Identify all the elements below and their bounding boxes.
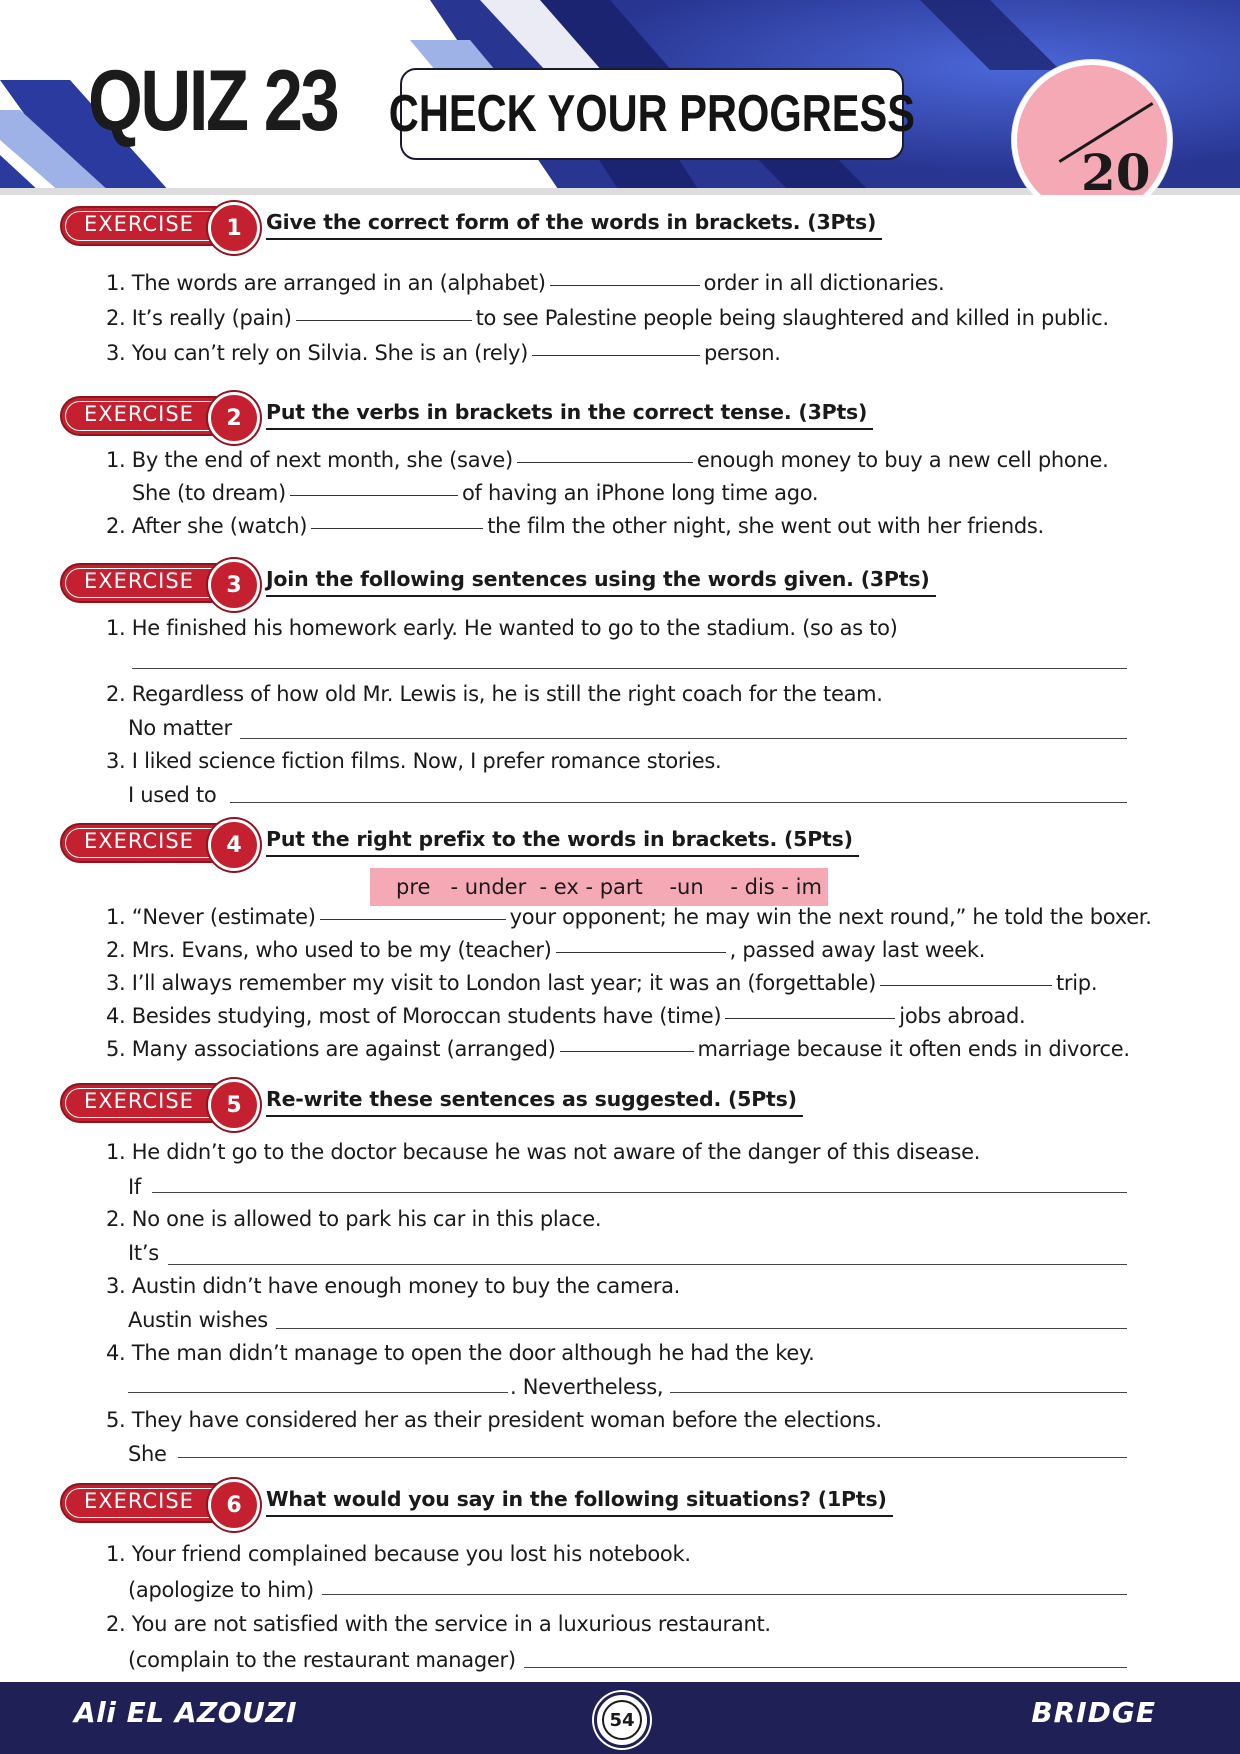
answer-blank[interactable] <box>560 1051 694 1052</box>
answer-blank[interactable] <box>725 1018 895 1019</box>
question-text: She (to dream) <box>132 481 286 505</box>
question-text: 1. He didn’t go to the doctor because he was not aware of the danger of this disease. <box>106 1140 981 1164</box>
ex5-question-2-prompt <box>128 1240 159 1266</box>
answer-prompt: (complain to the restaurant manager) <box>128 1648 516 1672</box>
author-name: Ali EL AZOUZI <box>74 1696 298 1729</box>
exercise-number: 2 <box>208 392 260 444</box>
question-text: 2. Mrs. Evans, who used to be my (teacher) <box>106 938 552 962</box>
ex6-question-1-prompt <box>128 1577 314 1603</box>
ex5-question-1 <box>106 1139 980 1165</box>
exercise-5-header <box>60 1081 1160 1125</box>
question-text: 5. Many associations are against (arranged) <box>106 1037 556 1061</box>
ex6-question-1 <box>106 1541 691 1567</box>
answer-blank[interactable] <box>290 495 458 496</box>
ex3-question-3 <box>106 748 721 774</box>
exercise-4-header <box>60 821 1160 865</box>
ex1-question-2 <box>106 305 1109 331</box>
question-text: 2. It’s really (pain) <box>106 306 292 330</box>
exercise-2-header <box>60 394 1160 438</box>
exercise-3-header <box>60 561 1160 605</box>
exercise-3-instruction: Join the following sentences using the words given. (3Pts) <box>266 567 936 597</box>
ex4-question-4 <box>106 1003 1025 1029</box>
page-header <box>0 0 1240 195</box>
answer-prompt: (apologize to him) <box>128 1578 314 1602</box>
ex5-question-4 <box>106 1340 814 1366</box>
question-text: 3. I liked science fiction films. Now, I prefer romance stories. <box>106 749 722 773</box>
answer-prompt: Austin wishes <box>128 1308 268 1332</box>
exercise-number: 4 <box>208 819 260 871</box>
ex3-question-1 <box>106 615 898 641</box>
exercise-label: EXERCISE <box>84 402 194 426</box>
answer-prompt: She <box>128 1442 167 1466</box>
exercise-6-instruction: What would you say in the following situations? (1Pts) <box>266 1487 893 1517</box>
ex2-question-1-continued <box>132 480 818 506</box>
answer-blank[interactable] <box>556 952 726 953</box>
ex4-question-2 <box>106 937 985 963</box>
exercise-label: EXERCISE <box>84 569 194 593</box>
ex5-question-1-prompt <box>128 1174 141 1200</box>
ex4-question-3 <box>106 970 1097 996</box>
question-text: 1. “Never (estimate) <box>106 905 316 929</box>
exercise-6-header <box>60 1481 1160 1525</box>
answer-line[interactable] <box>524 1667 1127 1668</box>
ex4-question-1 <box>106 904 1152 930</box>
banner-title: CHECK YOUR PROGRESS <box>388 85 916 143</box>
question-text: 2. No one is allowed to park his car in this place. <box>106 1207 602 1231</box>
answer-line[interactable] <box>322 1594 1127 1595</box>
ex5-question-3 <box>106 1273 680 1299</box>
brand-name: BRIDGE <box>1031 1696 1156 1729</box>
prefix-word-bank: pre - under - ex - part -un - dis - im <box>370 868 828 906</box>
ex2-question-1 <box>106 447 1108 473</box>
answer-line[interactable] <box>240 738 1127 739</box>
question-text: marriage because it often ends in divorce. <box>697 1037 1130 1061</box>
answer-prompt: I used to <box>128 783 217 807</box>
ex4-question-5 <box>106 1036 1130 1062</box>
ex5-question-5-prompt <box>128 1441 167 1467</box>
ex3-question-2 <box>106 681 883 707</box>
answer-blank[interactable] <box>311 528 483 529</box>
question-text: the film the other night, she went out with her friends. <box>487 514 1044 538</box>
answer-blank[interactable] <box>296 320 472 321</box>
page-number: 54 <box>602 1700 642 1740</box>
exercise-number: 3 <box>208 559 260 611</box>
exercise-label: EXERCISE <box>84 1089 194 1113</box>
question-text: 1. By the end of next month, she (save) <box>106 448 513 472</box>
exercise-number: 5 <box>208 1079 260 1131</box>
answer-prompt: It’s <box>128 1241 159 1265</box>
exercise-label: EXERCISE <box>84 1489 194 1513</box>
answer-line[interactable] <box>128 1392 508 1393</box>
question-text: 3. Austin didn’t have enough money to buy the camera. <box>106 1274 681 1298</box>
question-text: 2. Regardless of how old Mr. Lewis is, he is still the right coach for the team. <box>106 682 883 706</box>
score-total: 20 <box>1081 143 1151 195</box>
answer-line[interactable] <box>276 1328 1127 1329</box>
ex3-question-3-prompt <box>128 782 216 808</box>
exercise-number: 6 <box>208 1479 260 1531</box>
exercise-5-instruction: Re-write these sentences as suggested. (5Pts) <box>266 1087 803 1117</box>
exercise-number: 1 <box>208 202 260 254</box>
exercise-label: EXERCISE <box>84 212 194 236</box>
ex5-question-2 <box>106 1206 601 1232</box>
exercise-2-instruction: Put the verbs in brackets in the correct tense. (3Pts) <box>266 400 873 430</box>
exercise-1-header <box>60 204 1160 248</box>
answer-prompt: If <box>128 1175 141 1199</box>
answer-line[interactable] <box>230 802 1127 803</box>
answer-line[interactable] <box>168 1264 1127 1265</box>
answer-line[interactable] <box>152 1192 1127 1193</box>
question-text: jobs abroad. <box>899 1004 1026 1028</box>
question-text: 4. Besides studying, most of Moroccan students have (time) <box>106 1004 722 1028</box>
question-text: 3. You can’t rely on Silvia. She is an (rely) <box>106 341 529 365</box>
question-text: to see Palestine people being slaughtered and killed in public. <box>475 306 1109 330</box>
exercise-4-instruction: Put the right prefix to the words in brackets. (5Pts) <box>266 827 859 857</box>
ex2-question-2 <box>106 513 1044 539</box>
answer-blank[interactable] <box>517 462 693 463</box>
question-text: 2. You are not satisfied with the service in a luxurious restaurant. <box>106 1612 771 1636</box>
ex6-question-2-prompt <box>128 1647 516 1673</box>
question-text: order in all dictionaries. <box>703 271 945 295</box>
question-text: 4. The man didn’t manage to open the door although he had the key. <box>106 1341 815 1365</box>
question-text: your opponent; he may win the next round,” he told the boxer. <box>509 905 1152 929</box>
answer-line[interactable] <box>178 1457 1127 1458</box>
answer-blank[interactable] <box>320 919 506 920</box>
quiz-title: QUIZ 23 <box>88 53 338 149</box>
ex3-question-2-prompt <box>128 715 232 741</box>
page-footer <box>0 1682 1240 1754</box>
question-text: enough money to buy a new cell phone. <box>696 448 1109 472</box>
question-text: 1. The words are arranged in an (alphabet) <box>106 271 546 295</box>
exercise-1-instruction: Give the correct form of the words in brackets. (3Pts) <box>266 210 882 240</box>
answer-prompt: . Nevertheless, <box>510 1375 664 1399</box>
check-progress-banner <box>388 68 916 160</box>
question-text: trip. <box>1056 971 1098 995</box>
answer-line[interactable] <box>670 1392 1127 1393</box>
question-text: 5. They have considered her as their president woman before the elections. <box>106 1408 882 1432</box>
question-text: 1. Your friend complained because you lost his notebook. <box>106 1542 691 1566</box>
answer-prompt: No matter <box>128 716 232 740</box>
exercise-label: EXERCISE <box>84 829 194 853</box>
ex5-question-5 <box>106 1407 882 1433</box>
question-text: of having an iPhone long time ago. <box>461 481 819 505</box>
question-text: person. <box>704 341 781 365</box>
question-text: 3. I’ll always remember my visit to London last year; it was an (forgettable) <box>106 971 876 995</box>
ex1-question-3 <box>106 340 781 366</box>
ex5-question-4-prompt <box>510 1374 663 1400</box>
answer-blank[interactable] <box>550 285 700 286</box>
answer-blank[interactable] <box>880 985 1052 986</box>
question-text: , passed away last week. <box>729 938 986 962</box>
answer-blank[interactable] <box>532 355 700 356</box>
question-text: 1. He finished his homework early. He wanted to go to the stadium. (so as to) <box>106 616 898 640</box>
ex1-question-1 <box>106 270 944 296</box>
ex6-question-2 <box>106 1611 771 1637</box>
page-number-badge <box>594 1692 650 1748</box>
question-text: 2. After she (watch) <box>106 514 308 538</box>
ex5-question-3-prompt <box>128 1307 268 1333</box>
answer-line[interactable] <box>132 668 1127 669</box>
